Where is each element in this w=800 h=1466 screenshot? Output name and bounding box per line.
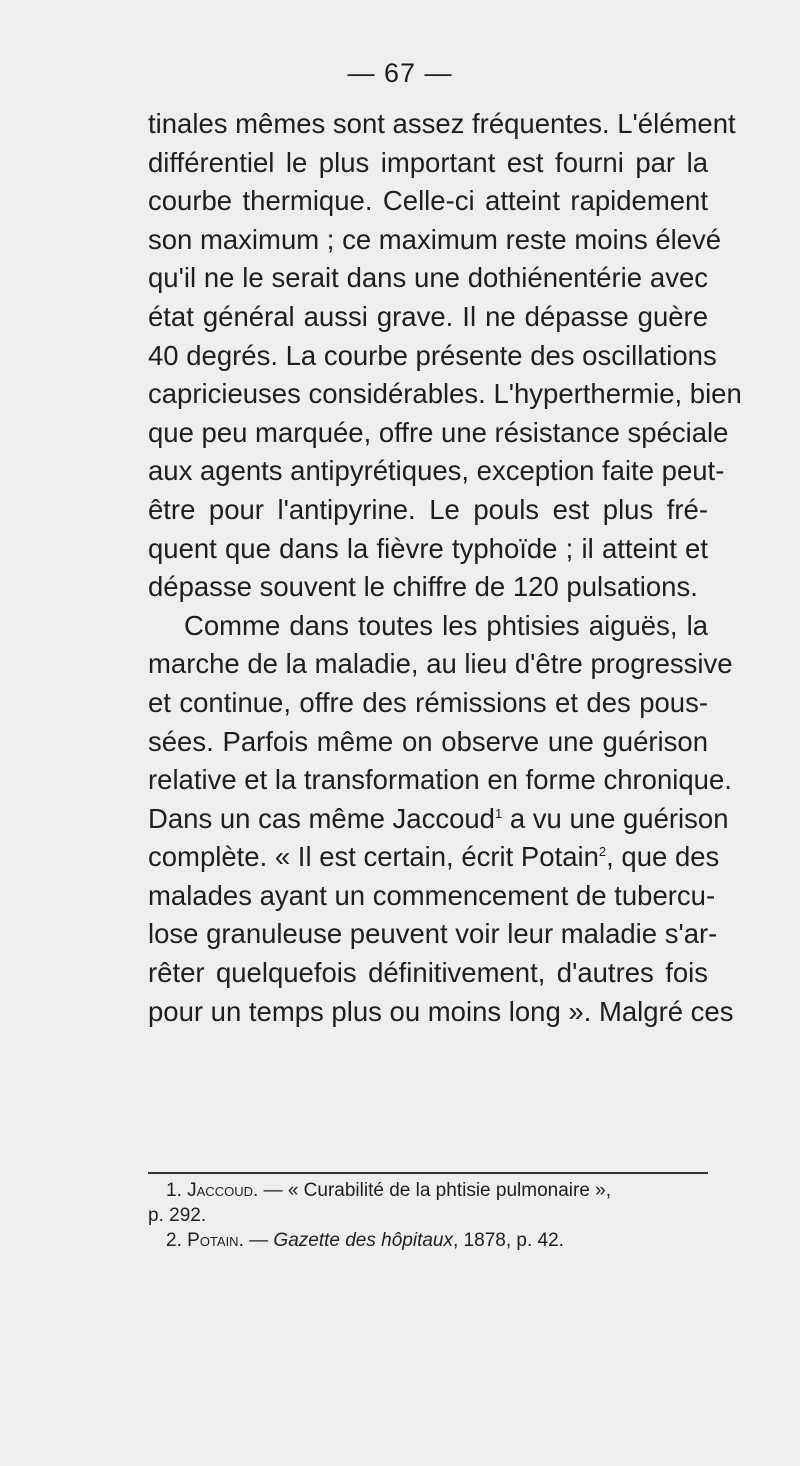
text-line: quent que dans la fièvre typhoïde ; il atteint et [148, 532, 708, 564]
footnote-divider [148, 1172, 708, 1174]
footnote-author: Potain. [187, 1230, 244, 1251]
footnote-ref-1: 1 [494, 805, 503, 821]
text-line: Comme dans toutes les phtisies aiguës, la [184, 609, 708, 641]
footnote-1 [148, 1178, 708, 1203]
text-line-with-note [148, 838, 720, 877]
text-line: dépasse souvent le chiffre de 120 pulsations. [148, 571, 698, 603]
footnote-journal-title: Gazette des hôpitaux [273, 1230, 453, 1251]
footnote-1-continuation: p. 292. [148, 1205, 207, 1226]
text-line: qu'il ne le serait dans une dothiénentérie avec [148, 262, 708, 294]
text-line: relative et la transformation en forme chronique. [148, 764, 732, 796]
footnote-number: 1. [166, 1180, 182, 1201]
text-line: rêter quelquefois définitivement, d'autres fois [148, 957, 708, 989]
footnote-2 [148, 1228, 708, 1253]
text-line: lose granuleuse peuvent voir leur maladie s'ar- [148, 918, 718, 950]
text-line: que peu marquée, offre une résistance spéciale [148, 416, 729, 448]
text-line: différentiel le plus important est fourni par la [148, 146, 708, 178]
text-line: capricieuses considérables. L'hyperthermie, bien [148, 378, 742, 410]
text-line-with-note [148, 800, 729, 839]
footnote-separator: — [243, 1230, 274, 1251]
text-line: aux agents antipyrétiques, exception faite peut- [148, 455, 725, 487]
footnote-text: , 1878, p. 42. [453, 1230, 564, 1251]
footnote-author: Jaccoud. [187, 1180, 259, 1201]
text-fragment: a vu une guérison [502, 802, 729, 834]
body-text [148, 105, 742, 1031]
footnote-ref-2: 2 [598, 844, 607, 860]
page-number: — 67 — [347, 58, 453, 88]
text-line: sées. Parfois même on observe une guérison [148, 725, 708, 757]
text-line: 40 degrés. La courbe présente des oscillations [148, 339, 717, 371]
text-fragment: , que des [606, 841, 720, 873]
footnote-text: — « Curabilité de la phtisie pulmonaire », [258, 1180, 612, 1201]
text-fragment: complète. « Il est certain, écrit Potain [148, 841, 599, 873]
text-fragment: Dans un cas même Jaccoud [148, 802, 495, 834]
text-line: marche de la maladie, au lieu d'être progressive [148, 648, 733, 680]
text-line: courbe thermique. Celle-ci atteint rapidement [148, 185, 708, 217]
text-line: son maximum ; ce maximum reste moins élevé [148, 223, 722, 255]
text-line: être pour l'antipyrine. Le pouls est plus fré- [148, 493, 708, 525]
text-line: tinales mêmes sont assez fréquentes. L'élément [148, 108, 736, 139]
footnote-number: 2. [166, 1230, 182, 1251]
text-line: état général aussi grave. Il ne dépasse guère [148, 300, 708, 332]
text-line: et continue, offre des rémissions et des pous- [148, 686, 708, 718]
footnotes [148, 1178, 708, 1253]
text-line: pour un temps plus ou moins long ». Malgré ces [148, 995, 734, 1027]
text-line: malades ayant un commencement de tubercu- [148, 879, 716, 911]
